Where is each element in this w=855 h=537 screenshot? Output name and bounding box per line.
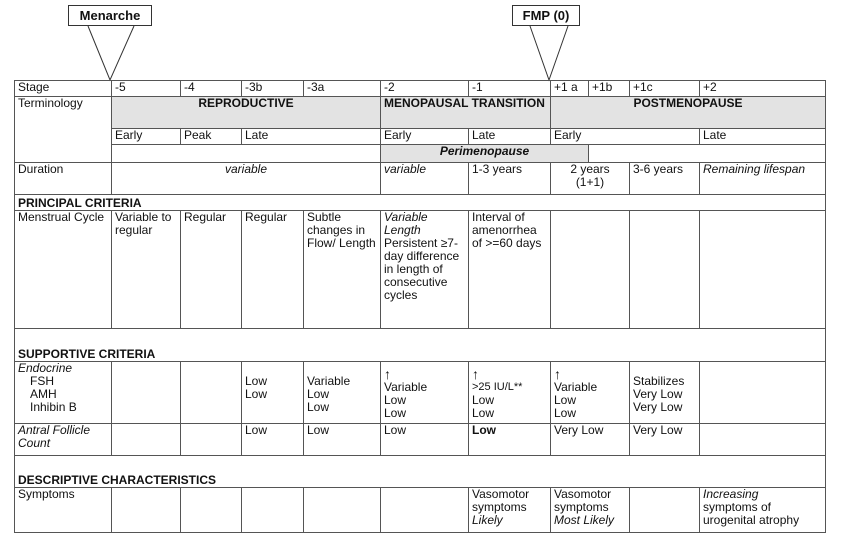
stage-cell: -1: [469, 81, 551, 97]
terminology-row: [15, 97, 826, 129]
menstrual-c5: Variable to regular: [112, 211, 181, 329]
symptoms-c5: [112, 488, 181, 533]
terminology-sub-row: [15, 129, 826, 145]
afc-c3a: Low: [304, 424, 381, 456]
endocrine-p1c: [630, 362, 700, 424]
up-arrow-icon: ↑: [472, 366, 479, 382]
duration-early-transition: variable: [381, 163, 469, 195]
symptoms-c3a: [304, 488, 381, 533]
symptoms-c3b: [242, 488, 304, 533]
endocrine-value: Low: [307, 387, 330, 401]
endocrine-value: Low: [384, 393, 407, 407]
afc-c1: Low: [469, 424, 551, 456]
symptoms-p1c: [630, 488, 700, 533]
term-early-repro: Early: [112, 129, 181, 145]
principal-heading-row: [15, 195, 826, 211]
endocrine-value: Variable: [384, 380, 428, 394]
up-arrow-icon: ↑: [554, 366, 561, 382]
duration-early-post: [551, 163, 630, 195]
perimenopause-row: [15, 145, 826, 163]
endocrine-p2: [700, 362, 826, 424]
endocrine-value: Low: [384, 406, 407, 420]
symptoms-text: symptoms of: [703, 500, 772, 514]
symptoms-label: Symptoms: [15, 488, 112, 533]
stage-cell: +1b: [589, 81, 630, 97]
supportive-criteria-heading: SUPPORTIVE CRITERIA: [15, 329, 826, 362]
duration-reproductive: variable: [112, 163, 381, 195]
hormone-inhibin-b: Inhibin B: [30, 400, 77, 414]
symptoms-c4: [181, 488, 242, 533]
perimenopause-header: Perimenopause: [381, 145, 589, 163]
duration-early-post-note: (1+1): [575, 175, 605, 189]
menstrual-c2: [381, 211, 469, 329]
symptoms-likelihood: Likely: [472, 513, 503, 527]
postmenopause-header: POSTMENOPAUSE: [551, 97, 826, 129]
stage-cell: +1 a: [551, 81, 589, 97]
menstrual-c3b: Regular: [242, 211, 304, 329]
endocrine-value: Very Low: [633, 387, 683, 401]
symptoms-trend: Increasing: [703, 487, 759, 501]
supportive-heading-row: [15, 329, 826, 362]
symptoms-row: [15, 488, 826, 533]
endocrine-value: Low: [245, 387, 268, 401]
symptoms-likelihood: Most Likely: [554, 513, 615, 527]
symptoms-text: symptoms: [472, 500, 527, 514]
afc-c4: [181, 424, 242, 456]
endocrine-value: Low: [472, 406, 495, 420]
menstrual-c2-italic: Variable Length: [384, 210, 428, 237]
term-late-transition: Late: [469, 129, 551, 145]
fmp-marker: FMP (0): [512, 5, 580, 26]
perimenopause-blank: [112, 145, 381, 163]
principal-criteria-heading: PRINCIPAL CRITERIA: [15, 195, 826, 211]
reproductive-header: REPRODUCTIVE: [112, 97, 381, 129]
menstrual-cycle-label: Menstrual Cycle: [15, 211, 112, 329]
menopausal-transition-header: MENOPAUSAL TRANSITION: [381, 97, 551, 129]
endocrine-label-cell: [15, 362, 112, 424]
hormone-amh: AMH: [30, 387, 57, 401]
stage-cell: -4: [181, 81, 242, 97]
symptoms-text: symptoms: [554, 500, 609, 514]
stage-cell: -5: [112, 81, 181, 97]
menstrual-cycle-row: [15, 211, 826, 329]
afc-c2: Low: [381, 424, 469, 456]
afc-label: Antral Follicle Count: [15, 424, 112, 456]
endocrine-value: Low: [554, 406, 577, 420]
duration-late-transition: 1-3 years: [469, 163, 551, 195]
stage-cell: +2: [700, 81, 826, 97]
stage-cell: -3b: [242, 81, 304, 97]
menstrual-p1c: [630, 211, 700, 329]
duration-label: Duration: [15, 163, 112, 195]
symptoms-c1: [469, 488, 551, 533]
up-arrow-icon: ↑: [384, 366, 391, 382]
endocrine-c3b: [242, 362, 304, 424]
endocrine-value: Low: [554, 393, 577, 407]
symptoms-p2: [700, 488, 826, 533]
endocrine-c2: [381, 362, 469, 424]
symptoms-text: Vasomotor: [554, 487, 612, 501]
endocrine-value: >25 IU/L**: [472, 381, 523, 393]
stage-label: Stage: [15, 81, 112, 97]
endocrine-c3a: [304, 362, 381, 424]
endocrine-p1ab: [551, 362, 630, 424]
descriptive-characteristics-heading: DESCRIPTIVE CHARACTERISTICS: [15, 456, 826, 488]
hormone-fsh: FSH: [30, 374, 54, 388]
symptoms-text: urogenital atrophy: [703, 513, 800, 527]
endocrine-value: Very Low: [633, 400, 683, 414]
duration-early-post-value: 2 years: [570, 162, 610, 176]
stage-cell: -3a: [304, 81, 381, 97]
afc-row: [15, 424, 826, 456]
symptoms-c2: [381, 488, 469, 533]
term-early-transition: Early: [381, 129, 469, 145]
stage-cell: +1c: [630, 81, 700, 97]
endocrine-value: Low: [245, 374, 268, 388]
duration-late-post: Remaining lifespan: [700, 163, 826, 195]
duration-plus1c: 3-6 years: [630, 163, 700, 195]
stage-cell: -2: [381, 81, 469, 97]
symptoms-text: Vasomotor: [472, 487, 530, 501]
menstrual-p2: [700, 211, 826, 329]
perimenopause-blank-right: [589, 145, 826, 163]
symptoms-p1ab: [551, 488, 630, 533]
endocrine-row: [15, 362, 826, 424]
menstrual-c3a: Subtle changes in Flow/ Length: [304, 211, 381, 329]
menstrual-c2-text: Persistent ≥7- day difference in length of consecutive cycles: [384, 236, 460, 302]
term-late-repro: Late: [242, 129, 381, 145]
duration-row: [15, 163, 826, 195]
afc-c3b: Low: [242, 424, 304, 456]
endocrine-value: Stabilizes: [633, 374, 685, 388]
afc-p2: [700, 424, 826, 456]
endocrine-value: Variable: [307, 374, 351, 388]
stage-row: [15, 81, 826, 97]
menstrual-c1: Interval of amenorrhea of >=60 days: [469, 211, 551, 329]
endocrine-value: Low: [307, 400, 330, 414]
menarche-marker: Menarche: [68, 5, 152, 26]
endocrine-c1: [469, 362, 551, 424]
afc-p1ab: Very Low: [551, 424, 630, 456]
menstrual-c4: Regular: [181, 211, 242, 329]
menstrual-p1ab: [551, 211, 630, 329]
endocrine-label: Endocrine: [18, 361, 73, 375]
staging-table: [14, 80, 826, 533]
term-late-post: Late: [700, 129, 826, 145]
terminology-label: Terminology: [15, 97, 112, 163]
endocrine-value: Variable: [554, 380, 598, 394]
term-peak: Peak: [181, 129, 242, 145]
term-early-post: Early: [551, 129, 700, 145]
endocrine-value: Low: [472, 393, 495, 407]
afc-c5: [112, 424, 181, 456]
descriptive-heading-row: [15, 456, 826, 488]
endocrine-c4: [181, 362, 242, 424]
afc-p1c: Very Low: [630, 424, 700, 456]
endocrine-c5: [112, 362, 181, 424]
